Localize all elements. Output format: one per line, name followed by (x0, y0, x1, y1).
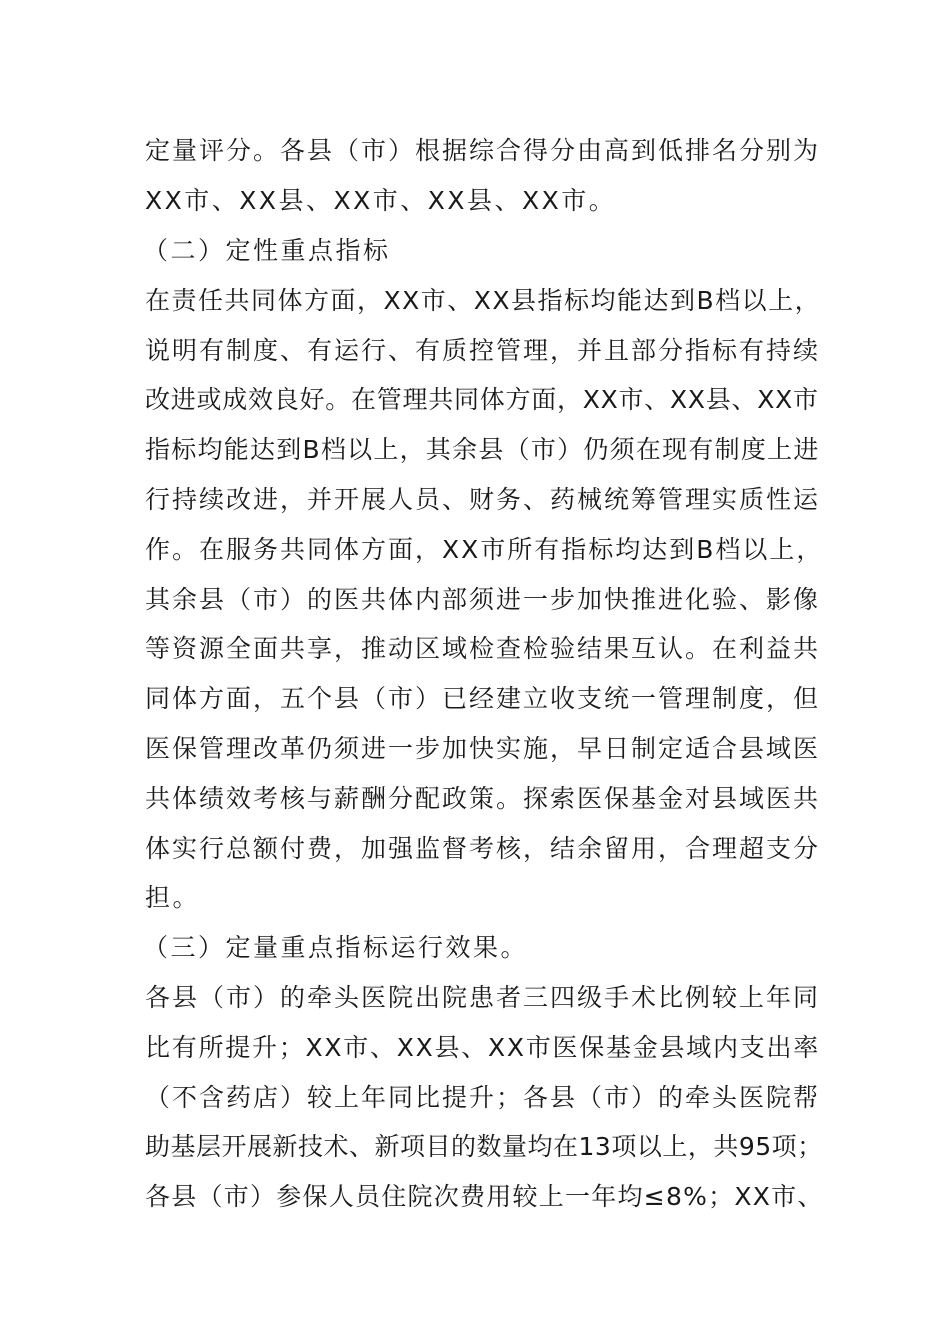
text-line: 医保管理改革仍须进一步加快实施，早日制定适合县域医 (145, 734, 821, 763)
text-line: 比有所提升；XX市、XX县、XX市医保基金县域内支出率 (145, 1033, 821, 1062)
text-line: 各县（市）的牵头医院出院患者三四级手术比例较上年同 (145, 983, 821, 1012)
text-line: 定量评分。各县（市）根据综合得分由高到低排名分别为 (145, 136, 821, 165)
text-line: 等资源全面共享，推动区域检查检验结果互认。在利益共 (145, 634, 821, 663)
section-heading: （二）定性重点指标 (143, 236, 391, 265)
text-line: 担。 (145, 883, 201, 912)
text-line: 行持续改进，并开展人员、财务、药械统筹管理实质性运 (145, 485, 821, 514)
text-line: （不含药店）较上年同比提升；各县（市）的牵头医院帮 (145, 1083, 821, 1112)
text-line: 作。在服务共同体方面，XX市所有指标均达到B档以上， (145, 535, 824, 564)
text-line: 各县（市）参保人员住院次费用较上一年均≤8%；XX市、 (145, 1182, 824, 1211)
text-line: 助基层开展新技术、新项目的数量均在13项以上，共95项； (145, 1132, 823, 1161)
text-line: 其余县（市）的医共体内部须进一步加快推进化验、影像 (145, 585, 821, 614)
text-line: 说明有制度、有运行、有质控管理，并且部分指标有持续 (145, 336, 821, 365)
text-line: 在责任共同体方面，XX市、XX县指标均能达到B档以上， (145, 286, 822, 315)
text-line: 共体绩效考核与薪酬分配政策。探索医保基金对县域医共 (145, 784, 821, 813)
text-line: 体实行总额付费，加强监督考核，结余留用，合理超支分 (145, 834, 821, 863)
text-line: XX市、XX县、XX市、XX县、XX市。 (145, 186, 617, 215)
text-line: 改进或成效良好。在管理共同体方面，XX市、XX县、XX市 (145, 385, 819, 414)
text-line: 指标均能达到B档以上，其余县（市）仍须在现有制度上进 (145, 435, 820, 464)
section-heading: （三）定量重点指标运行效果。 (143, 933, 529, 962)
text-line: 同体方面，五个县（市）已经建立收支统一管理制度，但 (145, 684, 821, 713)
